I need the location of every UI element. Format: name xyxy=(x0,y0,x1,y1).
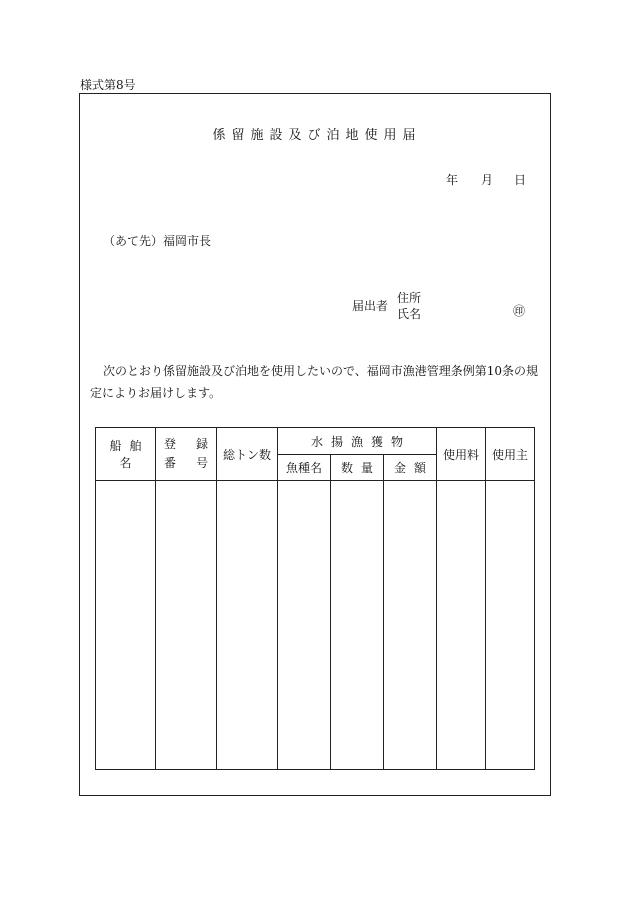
form-number: 様式第8号 xyxy=(80,78,136,92)
header-user: 使用主 xyxy=(486,428,535,481)
applicant-label: 届出者 xyxy=(352,299,389,313)
table-header-row xyxy=(96,428,535,455)
cell-usage-fee[interactable] xyxy=(437,481,486,770)
header-ship-name: 船舶名 xyxy=(96,428,156,481)
header-quantity: 数量 xyxy=(331,455,384,481)
name-label: 氏名 xyxy=(397,307,422,321)
registration-char-2: 録 xyxy=(195,437,208,451)
cell-amount[interactable] xyxy=(384,481,437,770)
header-gross-tonnage: 総トン数 xyxy=(217,428,278,481)
cell-gross-tonnage[interactable] xyxy=(217,481,278,770)
table-row xyxy=(96,481,535,770)
date-year-label: 年 xyxy=(446,173,459,187)
cell-user[interactable] xyxy=(486,481,535,770)
registration-char-4: 号 xyxy=(195,456,208,470)
usage-table xyxy=(95,427,535,770)
addressee: （あて先）福岡市長 xyxy=(103,234,212,248)
registration-char-1: 登 xyxy=(164,437,177,451)
seal-mark: ㊞ xyxy=(513,304,526,318)
cell-fish-type[interactable] xyxy=(278,481,331,770)
document-title: 係留施設及び泊地使用届 xyxy=(212,128,422,143)
date-day-label: 日 xyxy=(514,173,527,187)
cell-ship-name[interactable] xyxy=(96,481,156,770)
header-registration-number xyxy=(156,428,217,481)
header-usage-fee: 使用料 xyxy=(437,428,486,481)
address-label: 住所 xyxy=(397,291,422,305)
cell-quantity[interactable] xyxy=(331,481,384,770)
date-month-label: 月 xyxy=(481,173,494,187)
cell-registration-number[interactable] xyxy=(156,481,217,770)
registration-char-3: 番 xyxy=(164,456,177,470)
body-text: 次のとおり係留施設及び泊地を使用したいので、福岡市漁港管理条例第10条の規定によりお届けします。 xyxy=(90,364,539,400)
header-catch: 水揚漁獲物 xyxy=(278,428,437,455)
header-fish-type: 魚種名 xyxy=(278,455,331,481)
header-amount: 金額 xyxy=(384,455,437,481)
